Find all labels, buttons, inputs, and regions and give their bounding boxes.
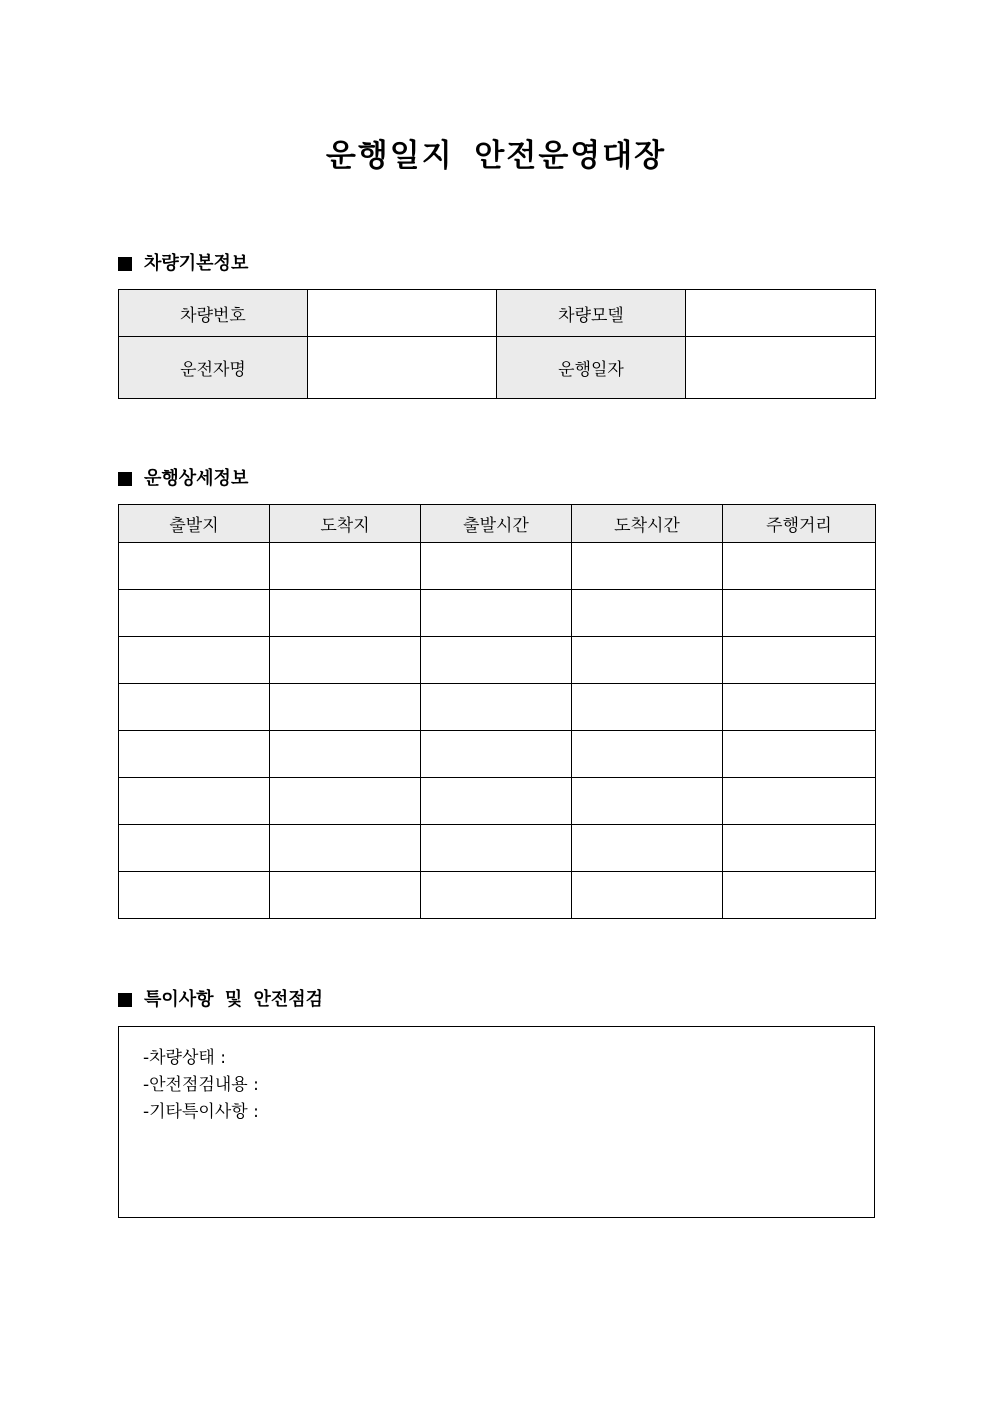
cell-arrival-time[interactable] xyxy=(572,872,723,919)
cell-distance[interactable] xyxy=(723,731,876,778)
cell-departure-time[interactable] xyxy=(421,731,572,778)
section-heading-notes xyxy=(118,987,323,1013)
cell-departure-time[interactable] xyxy=(421,872,572,919)
section-heading-basic xyxy=(118,251,248,277)
cell-destination[interactable] xyxy=(270,731,421,778)
cell-departure-time[interactable] xyxy=(421,590,572,637)
table-row xyxy=(119,731,876,778)
cell-distance[interactable] xyxy=(723,778,876,825)
table-header-row xyxy=(119,505,876,543)
field-value-vehicle-model[interactable] xyxy=(686,290,876,337)
column-header-destination: 도착지 xyxy=(270,505,421,543)
square-bullet-icon xyxy=(118,257,132,271)
cell-departure[interactable] xyxy=(119,825,270,872)
cell-destination[interactable] xyxy=(270,590,421,637)
column-header-departure-time: 출발시간 xyxy=(421,505,572,543)
cell-departure[interactable] xyxy=(119,684,270,731)
cell-arrival-time[interactable] xyxy=(572,731,723,778)
field-label-driver-name: 운전자명 xyxy=(119,337,308,399)
section-heading-text: 특이사항 및 안전점검 xyxy=(144,989,324,1010)
table-row xyxy=(119,543,876,590)
cell-departure[interactable] xyxy=(119,543,270,590)
field-value-vehicle-number[interactable] xyxy=(308,290,497,337)
cell-departure[interactable] xyxy=(119,590,270,637)
section-heading-trip xyxy=(118,466,248,492)
field-label-drive-date: 운행일자 xyxy=(497,337,686,399)
page-title: 운행일지 안전운영대장 xyxy=(325,138,667,174)
cell-distance[interactable] xyxy=(723,825,876,872)
field-label-vehicle-model: 차량모델 xyxy=(497,290,686,337)
cell-departure[interactable] xyxy=(119,731,270,778)
cell-arrival-time[interactable] xyxy=(572,590,723,637)
cell-distance[interactable] xyxy=(723,637,876,684)
section-heading-text: 차량기본정보 xyxy=(144,253,249,274)
table-row xyxy=(119,778,876,825)
cell-arrival-time[interactable] xyxy=(572,637,723,684)
table-row xyxy=(119,337,876,399)
table-row xyxy=(119,684,876,731)
cell-distance[interactable] xyxy=(723,543,876,590)
notes-box[interactable] xyxy=(118,1026,875,1218)
cell-departure[interactable] xyxy=(119,778,270,825)
cell-departure-time[interactable] xyxy=(421,825,572,872)
cell-distance[interactable] xyxy=(723,684,876,731)
table-row xyxy=(119,872,876,919)
cell-arrival-time[interactable] xyxy=(572,778,723,825)
cell-arrival-time[interactable] xyxy=(572,684,723,731)
column-header-arrival-time: 도착시간 xyxy=(572,505,723,543)
column-header-distance: 주행거리 xyxy=(723,505,876,543)
cell-departure-time[interactable] xyxy=(421,778,572,825)
cell-departure-time[interactable] xyxy=(421,637,572,684)
table-row xyxy=(119,290,876,337)
trip-table-body xyxy=(119,543,876,919)
note-line-vehicle-condition: -차량상태 : xyxy=(143,1048,226,1068)
section-heading-text: 운행상세정보 xyxy=(144,468,249,489)
note-line-safety-inspection: -안전점검내용 : xyxy=(143,1075,259,1095)
square-bullet-icon xyxy=(118,472,132,486)
cell-destination[interactable] xyxy=(270,684,421,731)
cell-arrival-time[interactable] xyxy=(572,825,723,872)
column-header-departure: 출발지 xyxy=(119,505,270,543)
table-row xyxy=(119,637,876,684)
cell-destination[interactable] xyxy=(270,543,421,590)
field-value-driver-name[interactable] xyxy=(308,337,497,399)
notes-list xyxy=(143,1045,259,1126)
cell-arrival-time[interactable] xyxy=(572,543,723,590)
field-label-vehicle-number: 차량번호 xyxy=(119,290,308,337)
note-line-other-remarks: -기타특이사항 : xyxy=(143,1102,259,1122)
vehicle-info-table xyxy=(118,289,876,399)
cell-departure-time[interactable] xyxy=(421,684,572,731)
square-bullet-icon xyxy=(118,993,132,1007)
table-row xyxy=(119,590,876,637)
cell-departure[interactable] xyxy=(119,637,270,684)
cell-distance[interactable] xyxy=(723,590,876,637)
table-row xyxy=(119,825,876,872)
cell-destination[interactable] xyxy=(270,872,421,919)
field-value-drive-date[interactable] xyxy=(686,337,876,399)
cell-distance[interactable] xyxy=(723,872,876,919)
cell-destination[interactable] xyxy=(270,825,421,872)
cell-departure-time[interactable] xyxy=(421,543,572,590)
cell-destination[interactable] xyxy=(270,778,421,825)
cell-destination[interactable] xyxy=(270,637,421,684)
trip-detail-table xyxy=(118,504,876,919)
cell-departure[interactable] xyxy=(119,872,270,919)
